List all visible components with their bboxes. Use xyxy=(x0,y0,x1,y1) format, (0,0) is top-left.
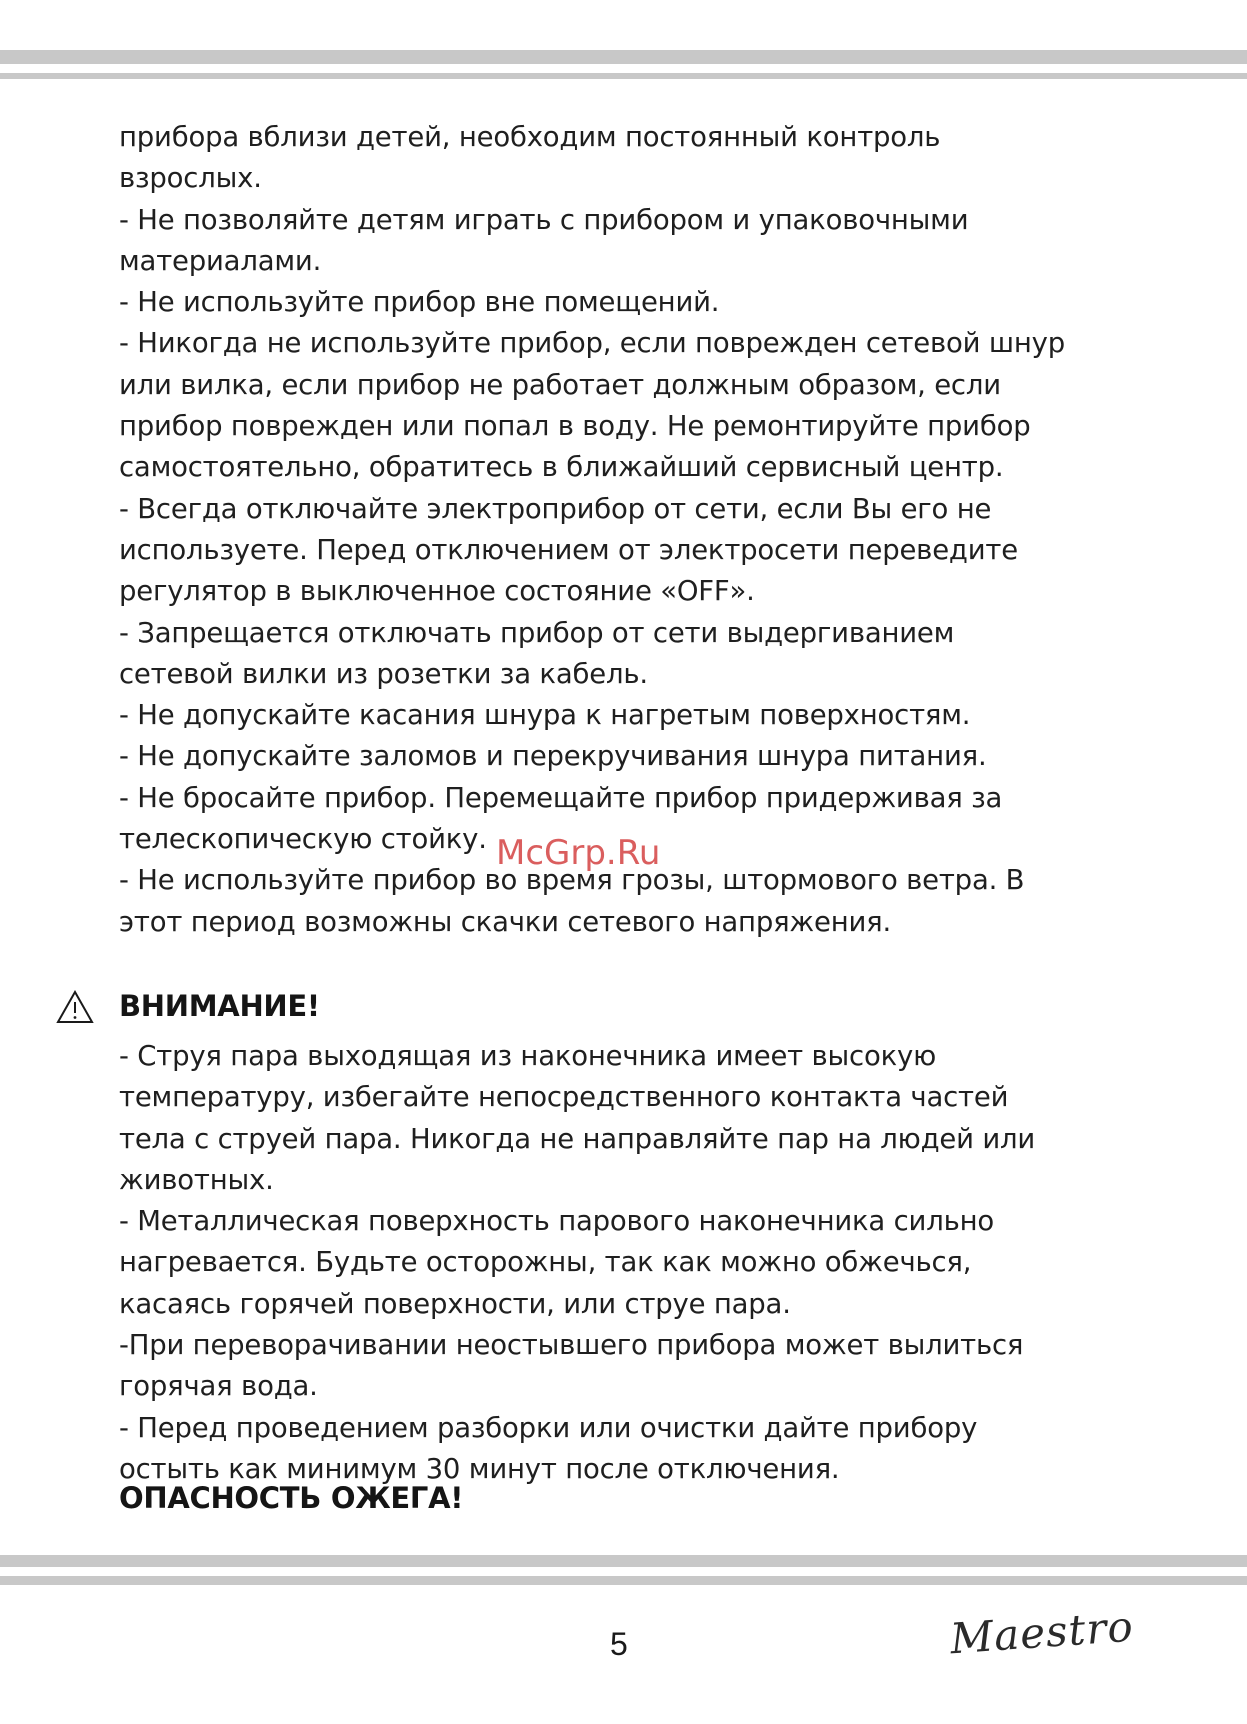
attention-heading: ВНИМАНИЕ! xyxy=(119,989,320,1023)
safety-instructions-text xyxy=(119,117,1149,943)
text-line: - Не допускайте заломов и перекручивания шнура питания. xyxy=(119,740,987,773)
header-rule-thick xyxy=(0,50,1247,64)
text-line: - Запрещается отключать прибор от сети выдергиванием xyxy=(119,616,955,649)
footer-rule-thick xyxy=(0,1555,1247,1567)
text-line: этот период возможны скачки сетевого напряжения. xyxy=(119,905,892,938)
text-line: - Никогда не используйте прибор, если поврежден сетевой шнур xyxy=(119,327,1065,360)
text-line: телескопическую стойку. xyxy=(119,823,487,856)
text-line: регулятор в выключенное состояние «OFF». xyxy=(119,575,755,608)
page-number: 5 xyxy=(610,1626,628,1662)
text-line: нагревается. Будьте осторожны, так как можно обжечься, xyxy=(119,1246,972,1279)
text-line: - Не используйте прибор во время грозы, штормового ветра. В xyxy=(119,864,1025,897)
footer-rule-thin xyxy=(0,1576,1247,1585)
text-line: - Не допускайте касания шнура к нагретым поверхностям. xyxy=(119,699,971,732)
text-line: тела с струей пара. Никогда не направляйте пар на людей или xyxy=(119,1122,1036,1155)
header-rule-thin xyxy=(0,73,1247,79)
text-line: - Не используйте прибор вне помещений. xyxy=(119,286,720,319)
burn-danger-heading: ОПАСНОСТЬ ОЖЕГА! xyxy=(119,1481,464,1515)
text-line: сетевой вилки из розетки за кабель. xyxy=(119,657,648,690)
text-line: прибор поврежден или попал в воду. Не ремонтируйте прибор xyxy=(119,410,1031,443)
text-line: или вилка, если прибор не работает должным образом, если xyxy=(119,368,1001,401)
text-line: взрослых. xyxy=(119,162,262,195)
text-line: - Не позволяйте детям играть с прибором и упаковочными xyxy=(119,203,969,236)
text-line: касаясь горячей поверхности, или струе пара. xyxy=(119,1287,791,1320)
text-line: остыть как минимум 30 минут после отключения. xyxy=(119,1452,840,1485)
text-line: температуру, избегайте непосредственного контакта частей xyxy=(119,1081,1009,1114)
text-line: -При переворачивании неостывшего прибора может вылиться xyxy=(119,1329,1024,1362)
text-line: самостоятельно, обратитесь в ближайший сервисный центр. xyxy=(119,451,1004,484)
text-line: - Перед проведением разборки или очистки дайте прибору xyxy=(119,1411,978,1444)
warning-text xyxy=(119,1036,1149,1490)
text-line: прибора вблизи детей, необходим постоянный контроль xyxy=(119,121,941,153)
text-line: - Струя пара выходящая из наконечника имеет высокую xyxy=(119,1040,937,1072)
warning-triangle-icon xyxy=(56,990,94,1024)
text-line: используете. Перед отключением от электросети переведите xyxy=(119,533,1018,566)
text-line: горячая вода. xyxy=(119,1370,318,1403)
watermark: McGrp.Ru xyxy=(496,833,661,873)
text-line: материалами. xyxy=(119,244,322,277)
text-line: - Всегда отключайте электроприбор от сети, если Вы его не xyxy=(119,492,992,525)
brand-logo: Maestro xyxy=(948,1601,1136,1664)
text-line: - Металлическая поверхность парового наконечника сильно xyxy=(119,1205,995,1238)
text-line: животных. xyxy=(119,1163,274,1196)
text-line: - Не бросайте прибор. Перемещайте прибор придерживая за xyxy=(119,781,1003,814)
